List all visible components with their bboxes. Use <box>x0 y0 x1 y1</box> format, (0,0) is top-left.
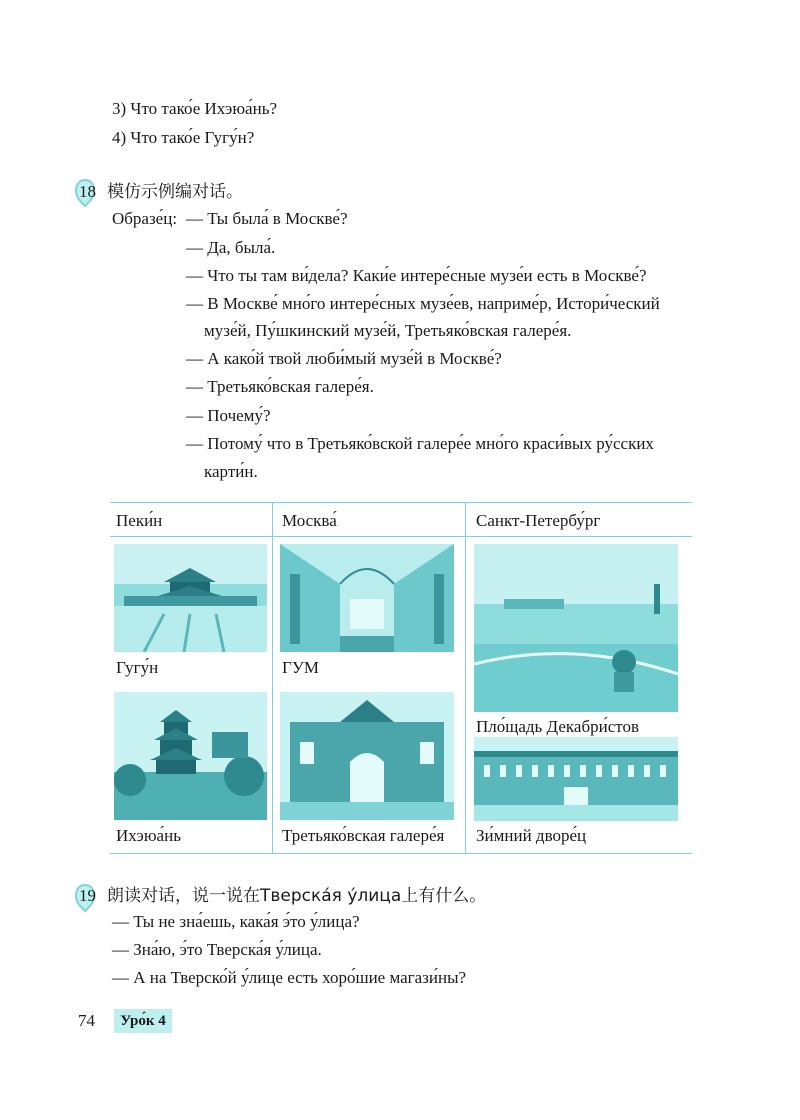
table-divider <box>465 503 466 853</box>
dialogue-line: музе́й, Пу́шкинский музе́й, Третьяко́вская галере́я. <box>204 321 572 340</box>
dialogue-line: — Ты не зна́ешь, кака́я э́то у́лица? <box>112 912 360 931</box>
exercise-number: 19 <box>79 886 96 905</box>
caption-tretyakov-gallery: Третьяко́вская галере́я <box>282 826 445 845</box>
photo-winter-palace <box>474 737 678 821</box>
dialogue-line: — Потому́ что в Третьяко́вской галере́е мно́го краси́вых ру́сских <box>186 434 654 453</box>
exercise-number: 18 <box>79 182 96 201</box>
caption-winter-palace: Зи́мний дворе́ц <box>476 826 587 845</box>
sample-label: Образе́ц: <box>112 209 178 228</box>
table-divider <box>272 503 273 853</box>
question-text: Что тако́е Ихэюа́нь? <box>130 99 277 118</box>
dialogue-line: — Зна́ю, э́то Тверска́я у́лица. <box>112 940 322 959</box>
photo-tretyakov-gallery <box>280 692 454 820</box>
lesson-tag: Уро́к 4 <box>114 1009 172 1033</box>
dialogue-line: — А на Тверско́й у́лице есть хоро́шие магази́ны? <box>112 968 467 987</box>
header-moscow: Москва́ <box>282 511 337 530</box>
dialogue-line: — Почему́? <box>186 406 271 425</box>
caption-gugun: Гугу́н <box>116 658 159 677</box>
caption-decembrists-square: Пло́щадь Декабри́стов <box>476 717 639 736</box>
photo-gum <box>280 544 454 652</box>
photo-decembrists-square <box>474 544 678 712</box>
header-beijing: Пеки́н <box>116 511 163 530</box>
exercise-title: 模仿示例编对话。 <box>107 182 243 202</box>
photo-yiheyuan <box>114 692 267 820</box>
dialogue-line: — Что ты там ви́дела? Каки́е интере́сные музе́и есть в Москве́? <box>186 266 647 285</box>
question-number: 4) <box>112 128 127 147</box>
dialogue-line: — Да, была́. <box>186 238 276 257</box>
exercise-title: 朗读对话，说一说在Тверска́я у́лица上有什么。 <box>107 886 487 906</box>
photo-gugun <box>114 544 267 652</box>
dialogue-line: — Ты была́ в Москве́? <box>186 209 348 228</box>
dialogue-line: — В Москве́ мно́го интере́сных музе́ев, наприме́р, Истори́ческий <box>186 294 660 313</box>
question-4 <box>112 127 254 149</box>
question-number: 3) <box>112 99 127 118</box>
question-3 <box>112 98 277 120</box>
caption-gum: ГУМ <box>282 658 319 677</box>
cities-table <box>110 502 692 854</box>
dialogue-line: — Третьяко́вская галере́я. <box>186 377 374 396</box>
dialogue-line: — А како́й твой люби́мый музе́й в Москве́? <box>186 349 502 368</box>
question-text: Что тако́е Гугу́н? <box>130 128 255 147</box>
header-st-petersburg: Санкт-Петербу́рг <box>476 511 601 530</box>
caption-yiheyuan: Ихэюа́нь <box>116 826 181 845</box>
table-header-rule <box>110 536 692 537</box>
page-number: 74 <box>78 1011 95 1030</box>
dialogue-line: карти́н. <box>204 462 258 481</box>
